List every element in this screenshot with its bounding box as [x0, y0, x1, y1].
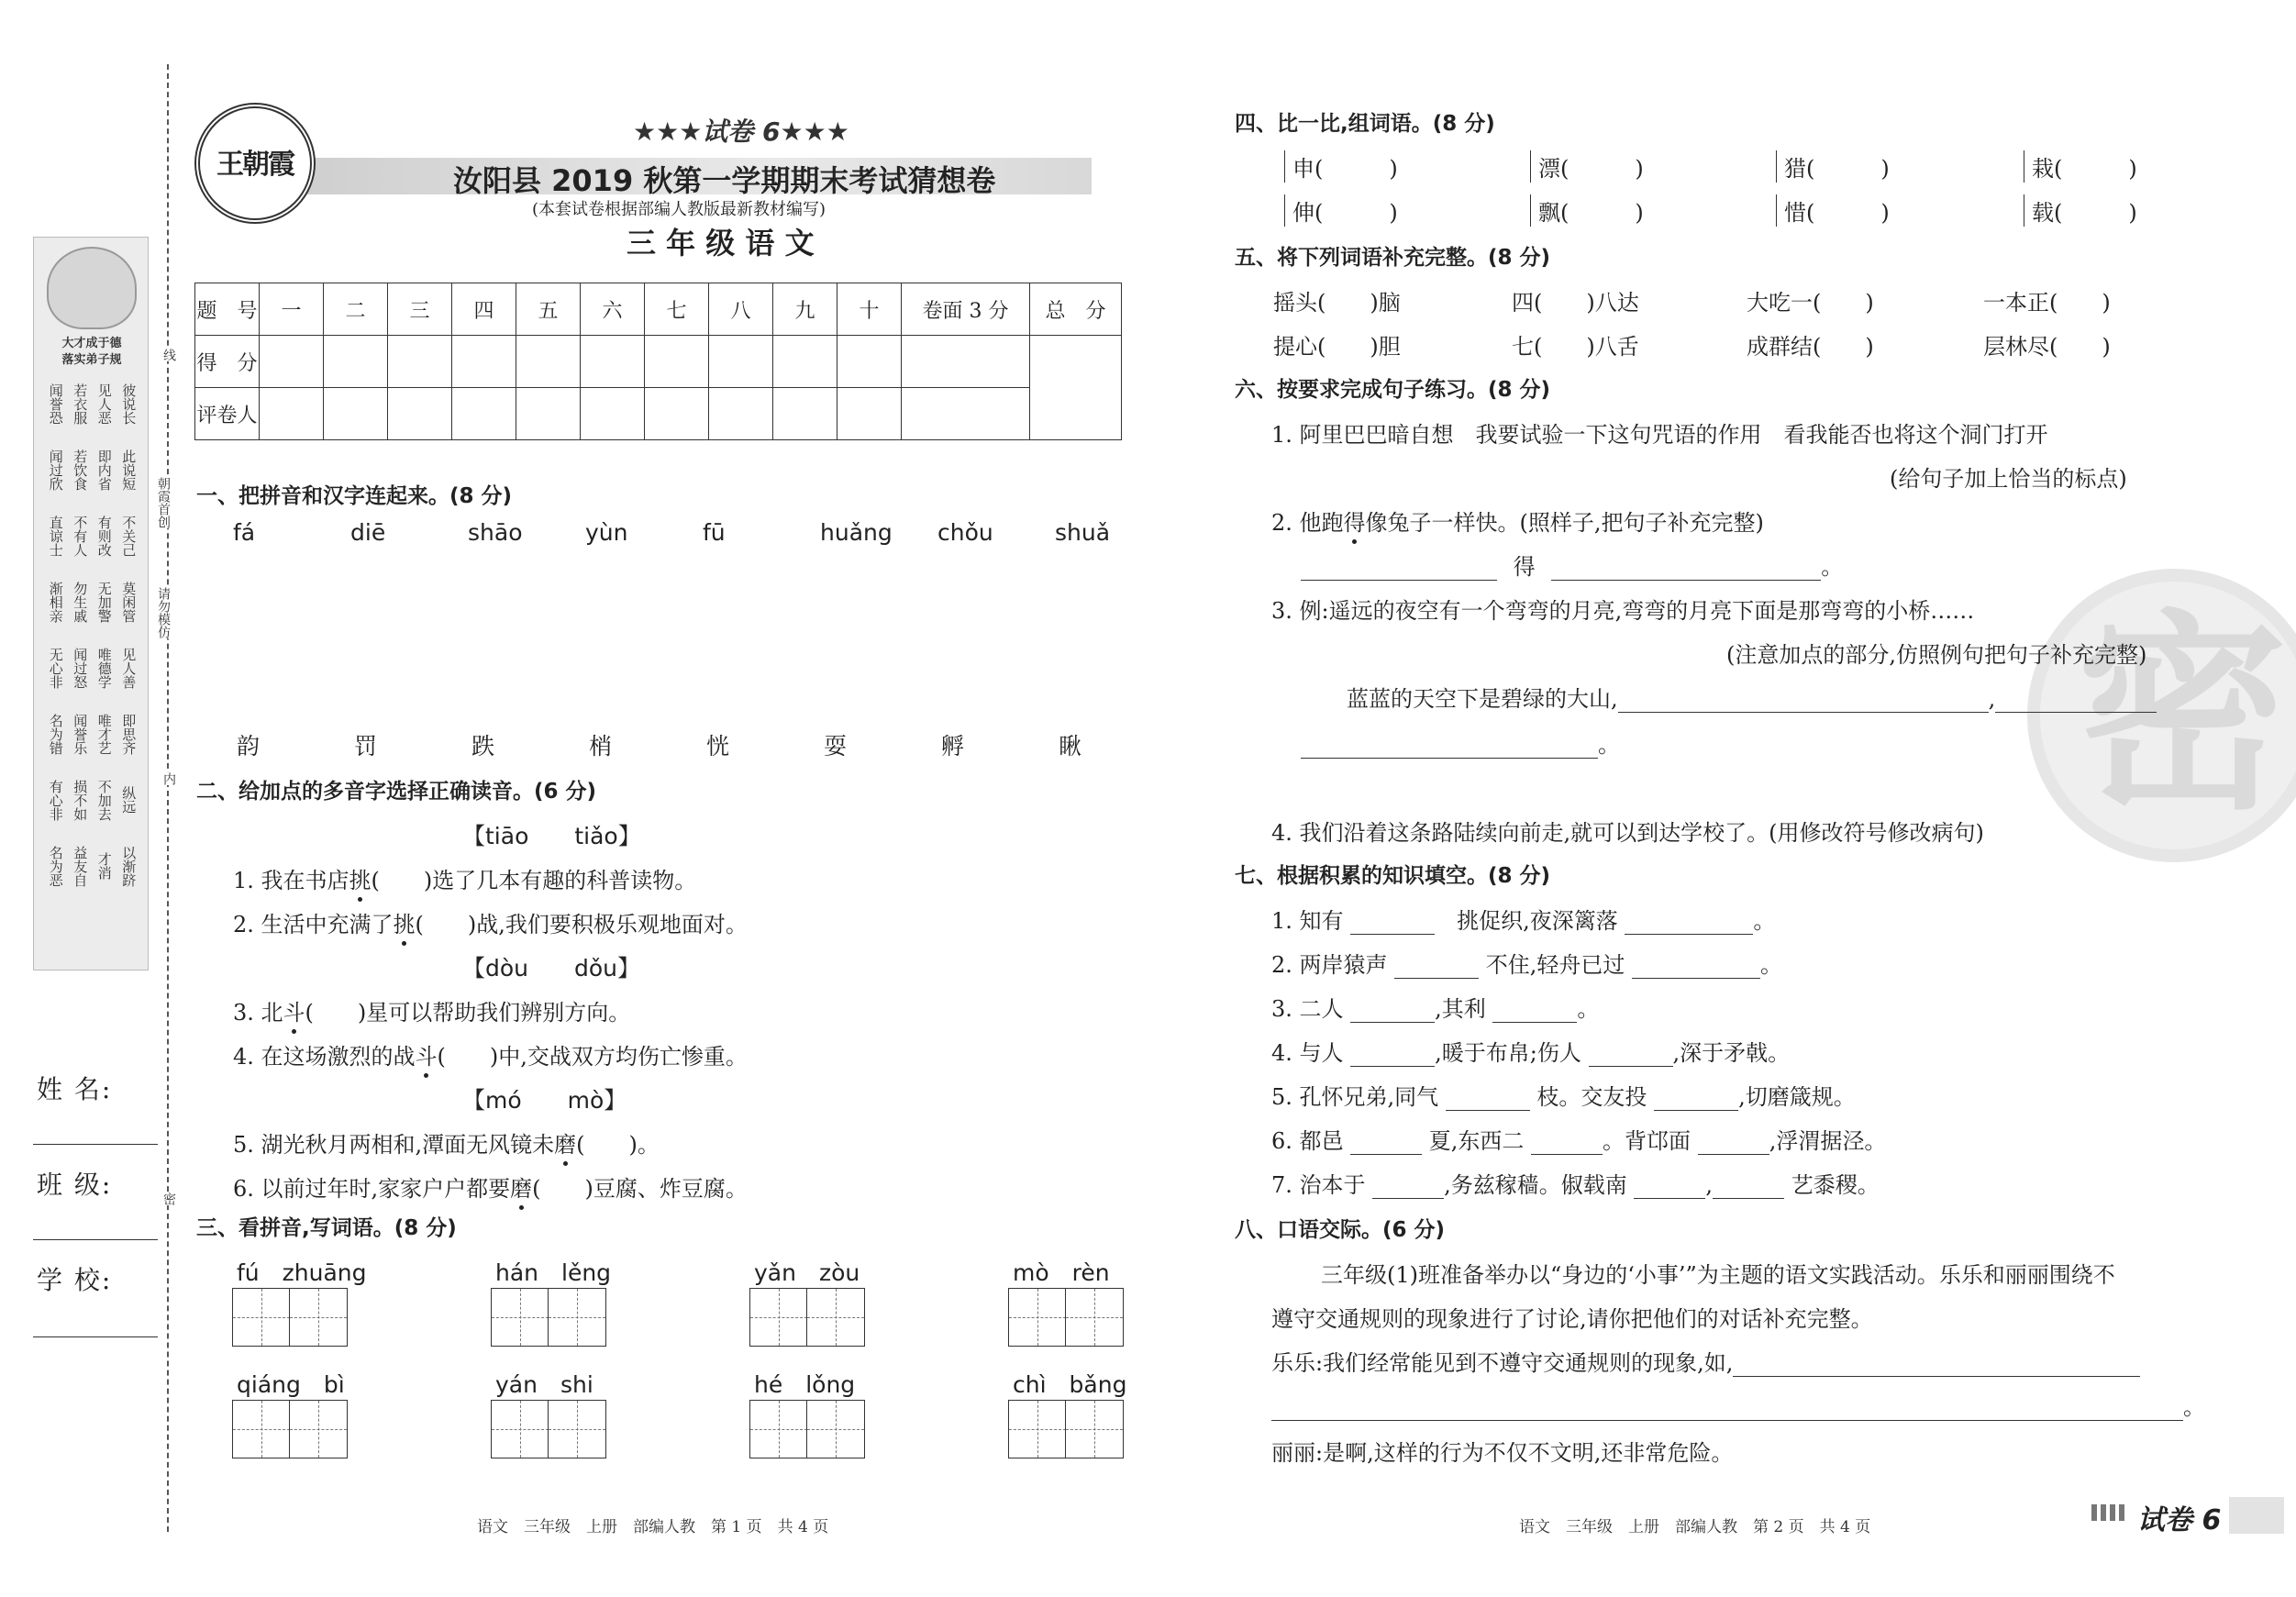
motto-verse: 有心非 [47, 779, 64, 821]
q7-text: 6. 都邑 [1271, 1128, 1351, 1154]
answer-blank[interactable] [1372, 1177, 1444, 1199]
q7-text: 5. 孔怀兄弟,同气 [1271, 1084, 1446, 1110]
q2-dotted-char: 斗 [416, 1038, 438, 1070]
q3-writing-grid[interactable] [233, 1288, 348, 1347]
q4-item: 猎( ) [1776, 150, 1890, 183]
grid-cell[interactable] [232, 1288, 291, 1347]
q7-line [1271, 1079, 1856, 1111]
q6-title: 六、按要求完成句子练习。(8 分) [1235, 378, 1551, 402]
q1-hanzi[interactable]: 跌 [471, 733, 495, 760]
q5-item: 摇头( )脑 [1273, 290, 1401, 316]
q7-line [1271, 1167, 1880, 1199]
score-cell[interactable] [516, 336, 581, 388]
q7-text: 枝。交友投 [1529, 1084, 1655, 1110]
name-field[interactable] [33, 1143, 158, 1145]
q3-title: 三、看拼音,写词语。(8 分) [196, 1216, 457, 1240]
motto-verse: 无心非 [47, 647, 64, 689]
q1-hanzi[interactable]: 耍 [824, 733, 848, 760]
grid-cell[interactable] [1065, 1288, 1124, 1347]
q6-sentence3-answer: 蓝蓝的天空下是碧绿的大山, , [1347, 681, 2157, 713]
motto-verse: 不关己 [120, 515, 138, 557]
q5-item: 一本正( ) [1983, 290, 2111, 316]
q2-item-text: 3. 北 [233, 1000, 283, 1026]
q5-title: 五、将下列词语补充完整。(8 分) [1235, 246, 1551, 270]
score-header-cell: 七 [645, 283, 709, 336]
brand-logo [194, 103, 316, 224]
answer-blank[interactable] [1625, 913, 1753, 935]
answer-blank[interactable] [1446, 1089, 1530, 1111]
answer-blank[interactable] [1271, 1399, 2183, 1421]
q6-s3-lead: 蓝蓝的天空下是碧绿的大山, [1347, 686, 1618, 712]
q8-para2: 遵守交通规则的现象进行了讨论,请你把他们的对话补充完整。 [1271, 1306, 1873, 1332]
q6-sentence4: 4. 我们沿着这条路陆续向前走,就可以到达学校了。(用修改符号修改病句) [1271, 820, 1984, 846]
motto-panel [33, 237, 149, 970]
total-score-cell[interactable] [1030, 336, 1122, 440]
q2-dotted-char: 磨 [510, 1170, 532, 1203]
score-header-cell: 九 [773, 283, 837, 336]
grid-cell[interactable] [289, 1400, 348, 1458]
motto-verse: 即内省 [95, 449, 113, 491]
badge-pattern [2091, 1504, 2128, 1521]
motto-verse: 有则改 [95, 515, 113, 557]
score-header-cell: 三 [388, 283, 452, 336]
q2-item-text: ( )选了几本有趣的科普读物。 [371, 868, 697, 893]
q2-item-text: 1. 我在书店 [233, 868, 349, 893]
score-header-cell: 总 分 [1030, 283, 1122, 336]
seal-watermark-glyph: 密 [2077, 591, 2289, 838]
score-header-cell: 六 [581, 283, 645, 336]
answer-blank[interactable] [1394, 957, 1479, 979]
binding-label-no-copy: 请勿模仿 [156, 587, 171, 638]
q2-item [233, 1170, 748, 1203]
grader-cell[interactable] [645, 388, 709, 440]
answer-blank[interactable] [1589, 1045, 1673, 1067]
q6-sentence2-answer: 得 。 [1301, 549, 1843, 581]
q3-writing-grid[interactable] [233, 1400, 348, 1458]
grader-cell[interactable] [388, 388, 452, 440]
series-label: ★★★试卷 6★★★ [633, 116, 849, 147]
q7-line [1271, 947, 1782, 979]
q2-item-text: 4. 在这场激烈的战 [233, 1044, 416, 1070]
q2-dotted-char: 挑 [394, 906, 416, 938]
q2-options: 【mó mò】 [462, 1087, 627, 1114]
q1-hanzi[interactable]: 瞅 [1059, 733, 1082, 760]
q4-item: 惜( ) [1776, 194, 1890, 227]
grid-cell[interactable] [1065, 1400, 1124, 1458]
score-header-cell: 十 [837, 283, 902, 336]
q2-item-text: ( )战,我们要积极乐观地面对。 [415, 912, 748, 937]
q2-options: 【dòu dǒu】 [462, 955, 641, 981]
motto-verse: 损不如 [72, 779, 89, 821]
q6-s2-dotted: 得 [1344, 505, 1366, 537]
footer-badge: 试卷 6 [2137, 1504, 2222, 1536]
q5-item: 七( )八舌 [1512, 334, 1639, 360]
motto-verse: 若饮食 [72, 449, 89, 491]
q7-text: 不住,轻舟已过 [1479, 952, 1633, 978]
q3-writing-grid[interactable] [1009, 1400, 1124, 1458]
q7-text: ,浮渭据泾。 [1769, 1128, 1887, 1154]
grader-cell[interactable] [260, 388, 324, 440]
motto-verse: 以渐跻 [120, 845, 138, 887]
score-header-cell: 二 [324, 283, 388, 336]
score-row-label: 得 分 [195, 336, 260, 388]
motto-verse: 才消 [95, 852, 113, 880]
motto-verse: 此说短 [120, 449, 138, 491]
motto-verse: 闻过怒 [72, 647, 89, 689]
grader-cell[interactable] [516, 388, 581, 440]
q3-pinyin: fú zhuāng [237, 1259, 367, 1286]
q7-text: ,暖于布帛;伤人 [1435, 1040, 1589, 1066]
q3-writing-grid[interactable] [1009, 1288, 1124, 1347]
motto-verse: 莫闲管 [120, 581, 138, 623]
q3-pinyin: mò rèn [1013, 1259, 1110, 1286]
footer-left: 语文 三年级 上册 部编人教 第 1 页 共 4 页 [477, 1518, 829, 1536]
motto-verse: 无加警 [95, 581, 113, 623]
q8-lele-text: 乐乐:我们经常能见到不遵守交通规则的现象,如, [1271, 1350, 1734, 1376]
grid-cell[interactable] [548, 1400, 606, 1458]
score-cell[interactable] [837, 336, 902, 388]
q2-item-text: 2. 生活中充满了 [233, 912, 394, 937]
q6-s2-part-b: 像兔子一样快。(照样子,把句子补充完整) [1365, 510, 1764, 536]
grid-cell[interactable] [806, 1288, 865, 1347]
scholar-illustration [47, 247, 137, 329]
answer-blank[interactable] [1698, 1133, 1769, 1155]
grid-cell[interactable] [491, 1288, 549, 1347]
class-label: 班 级: [37, 1170, 113, 1200]
q6-sentence1: 1. 阿里巴巴暗自想 我要试验一下这句咒语的作用 看我能否也将这个洞门打开 [1271, 422, 2048, 448]
q7-text: 挑促织,夜深篱落 [1435, 908, 1625, 934]
q4-item: 飘( ) [1530, 194, 1644, 227]
answer-blank[interactable] [1301, 559, 1497, 581]
footer-right: 语文 三年级 上册 部编人教 第 2 页 共 4 页 [1519, 1518, 1871, 1536]
q2-title: 二、给加点的多音字选择正确读音。(6 分) [196, 780, 597, 804]
q2-item-text: 6. 以前过年时,家家户户都要 [233, 1176, 511, 1202]
q1-pinyin[interactable]: yùn [585, 519, 628, 546]
score-header-cell: 八 [709, 283, 773, 336]
q3-writing-grid[interactable] [492, 1400, 606, 1458]
q7-text: , [1705, 1172, 1714, 1198]
motto-verse: 闻誉恐 [47, 383, 64, 425]
score-cell[interactable] [902, 336, 1030, 388]
grid-cell[interactable] [806, 1400, 865, 1458]
q2-item-text: ( )豆腐、炸豆腐。 [532, 1176, 748, 1202]
q7-text: 2. 两岸猿声 [1271, 952, 1395, 978]
q7-text: ,深于矛戟。 [1672, 1040, 1791, 1066]
q4-item: 申( ) [1284, 150, 1398, 183]
q7-title: 七、根据积累的知识填空。(8 分) [1235, 864, 1551, 888]
q7-text: 4. 与人 [1271, 1040, 1351, 1066]
score-cell[interactable] [452, 336, 516, 388]
answer-blank[interactable] [1713, 1177, 1784, 1199]
grader-cell[interactable] [581, 388, 645, 440]
grader-cell[interactable] [452, 388, 516, 440]
q8-lele [1271, 1345, 2140, 1377]
grid-cell[interactable] [749, 1400, 808, 1458]
q6-s2-part-a: 2. 他跑 [1271, 510, 1344, 536]
grader-cell[interactable] [773, 388, 837, 440]
answer-blank[interactable] [1995, 691, 2157, 713]
q1-pinyin[interactable]: shāo [468, 519, 523, 546]
motto-verse: 直谅士 [47, 515, 64, 557]
q7-line [1271, 991, 1599, 1023]
grader-cell[interactable] [324, 388, 388, 440]
q2-item [233, 862, 696, 894]
motto-verse: 渐相亲 [47, 581, 64, 623]
answer-blank[interactable] [1350, 913, 1435, 935]
q6-sentence3: 3. 例:遥远的夜空有一个弯弯的月亮,弯弯的月亮下面是那弯弯的小桥…… [1271, 598, 1975, 624]
q2-item-text: ( )中,交战双方均伤亡惨重。 [437, 1044, 748, 1070]
q8-title: 八、口语交际。(6 分) [1235, 1218, 1446, 1242]
q1-pinyin[interactable]: diē [350, 519, 386, 546]
q2-item-text: 5. 湖光秋月两相和,潭面无风镜未 [233, 1132, 555, 1158]
score-cell[interactable] [645, 336, 709, 388]
q4-item: 载( ) [2024, 194, 2137, 227]
q8-lili: 丽丽:是啊,这样的行为不仅不文明,还非常危险。 [1271, 1440, 1734, 1466]
q4-item: 栽( ) [2024, 150, 2137, 183]
verse-columns [43, 375, 140, 894]
school-label: 学 校: [37, 1265, 113, 1295]
q3-writing-grid[interactable] [492, 1288, 606, 1347]
q7-text: 。 [1753, 908, 1776, 934]
q3-pinyin: yǎn zòu [754, 1259, 860, 1286]
q2-item-text: ( )。 [576, 1132, 660, 1158]
q7-text: 7. 治本于 [1271, 1172, 1373, 1198]
grid-cell[interactable] [749, 1288, 808, 1347]
q6-sentence1-note: (给句子加上恰当的标点) [1890, 466, 2127, 492]
answer-blank[interactable] [1551, 559, 1821, 581]
q3-pinyin: qiáng bì [237, 1371, 345, 1398]
q2-item [233, 906, 748, 938]
grader-cell[interactable] [902, 388, 1030, 440]
q1-hanzi[interactable]: 梢 [589, 733, 613, 760]
q2-item [233, 1126, 660, 1159]
q7-text: ,切磨箴规。 [1738, 1084, 1856, 1110]
q3-pinyin: hé lǒng [754, 1371, 856, 1398]
q2-dotted-char: 磨 [554, 1126, 576, 1159]
q2-item [233, 994, 630, 1026]
score-table-header [195, 283, 1122, 336]
binding-label-copy: 朝霞首创 [156, 477, 171, 528]
q7-line [1271, 1035, 1790, 1067]
q2-item [233, 1038, 748, 1070]
q5-item: 四( )八达 [1512, 290, 1639, 316]
grader-cell[interactable] [837, 388, 902, 440]
q1-pinyin[interactable]: chǒu [937, 519, 993, 546]
score-table [194, 283, 1122, 440]
score-cell[interactable] [709, 336, 773, 388]
q6-sentence3-answer2: 。 [1301, 726, 1620, 759]
score-cell[interactable] [773, 336, 837, 388]
score-header-cell: 四 [452, 283, 516, 336]
score-header-cell: 一 [260, 283, 324, 336]
school-field[interactable] [33, 1336, 158, 1337]
brand-logo-text: 王朝霞 [216, 149, 294, 181]
grid-cell[interactable] [1008, 1400, 1067, 1458]
grader-cell[interactable] [709, 388, 773, 440]
motto-verse: 闻誉乐 [72, 713, 89, 755]
q4-item: 伸( ) [1284, 194, 1398, 227]
q6-s2-mid: 得 [1513, 554, 1536, 580]
score-header-cell: 卷面 3 分 [902, 283, 1030, 336]
score-header-cell: 题 号 [195, 283, 260, 336]
answer-blank[interactable] [1733, 1355, 2140, 1377]
q1-hanzi[interactable]: 恍 [706, 733, 730, 760]
q2-options: 【tiāo tiǎo】 [462, 823, 641, 849]
q7-text: ,务兹稼穑。俶载南 [1444, 1172, 1635, 1198]
motto-verse: 不有人 [72, 515, 89, 557]
motto-verse: 唯才艺 [95, 713, 113, 755]
q5-item: 层林尽( ) [1983, 334, 2111, 360]
grade-subject: 三 年 级 语 文 [627, 226, 815, 261]
q1-hanzi[interactable]: 罚 [354, 733, 378, 760]
grader-row [195, 388, 1122, 440]
name-label: 姓 名: [37, 1074, 113, 1104]
q1-pinyin[interactable]: fá [233, 519, 256, 546]
grid-cell[interactable] [232, 1400, 291, 1458]
grader-row-label: 评卷人 [195, 388, 260, 440]
answer-blank[interactable] [1531, 1133, 1603, 1155]
score-cell[interactable] [324, 336, 388, 388]
q6-sentence3-note: (注意加点的部分,仿照例句把句子补充完整) [1726, 642, 2147, 668]
motto-verse: 闻过欣 [47, 449, 64, 491]
q3-pinyin: chì bǎng [1013, 1371, 1127, 1398]
motto-verse: 名为错 [47, 713, 64, 755]
class-field[interactable] [33, 1238, 158, 1240]
badge-tab [2229, 1497, 2284, 1534]
motto-verse: 不加去 [95, 779, 113, 821]
q5-item: 成群结( ) [1747, 334, 1874, 360]
q4-item: 漂( ) [1530, 150, 1644, 183]
motto-verse: 勿生戚 [72, 581, 89, 623]
motto-verse: 益友自 [72, 845, 89, 887]
grid-cell[interactable] [491, 1400, 549, 1458]
q1-hanzi[interactable]: 孵 [941, 733, 965, 760]
score-cell[interactable] [388, 336, 452, 388]
answer-blank[interactable] [1492, 1001, 1577, 1023]
q1-hanzi[interactable]: 韵 [237, 733, 261, 760]
q7-text: 。背邙面 [1603, 1128, 1698, 1154]
binding-line [167, 64, 169, 1532]
q7-text: ,其利 [1435, 996, 1493, 1022]
seal-watermark [2027, 569, 2296, 862]
binding-label-line: 线 [161, 349, 176, 361]
motto-verse: 唯德学 [95, 647, 113, 689]
answer-blank[interactable] [1632, 957, 1760, 979]
q4-title: 四、比一比,组词语。(8 分) [1235, 112, 1495, 136]
score-header-cell: 五 [516, 283, 581, 336]
q1-title: 一、把拼音和汉字连起来。(8 分) [196, 484, 513, 508]
answer-blank[interactable] [1350, 1045, 1435, 1067]
motto-verse: 纵远 [120, 786, 138, 814]
q7-line [1271, 1123, 1886, 1155]
answer-blank[interactable] [1618, 691, 1989, 713]
slogan-line1: 大才成于德 [61, 337, 122, 350]
slogan-line2: 落实弟子规 [61, 353, 122, 367]
q7-text: 3. 二人 [1271, 996, 1351, 1022]
motto-verse: 见人善 [120, 647, 138, 689]
grid-cell[interactable] [1008, 1288, 1067, 1347]
answer-blank[interactable] [1634, 1177, 1705, 1199]
q3-writing-grid[interactable] [750, 1288, 865, 1347]
q7-text: 艺黍稷。 [1784, 1172, 1880, 1198]
q7-line [1271, 903, 1775, 935]
exam-subtitle: (本套试卷根据部编人教版最新教材编写) [532, 200, 826, 219]
binding-label-inside: 内 [161, 772, 176, 785]
motto-verse: 见人恶 [95, 383, 113, 425]
score-cell[interactable] [581, 336, 645, 388]
q7-text: 。 [1760, 952, 1783, 978]
q3-writing-grid[interactable] [750, 1400, 865, 1458]
answer-blank[interactable] [1654, 1089, 1738, 1111]
q2-dotted-char: 挑 [349, 862, 372, 894]
q8-para1: 三年级(1)班准备举办以“身边的‘小事’”为主题的语文实践活动。乐乐和丽丽围绕不 [1321, 1262, 2115, 1288]
q1-pinyin[interactable]: fū [703, 519, 726, 546]
motto-verse: 彼说长 [120, 383, 138, 425]
grid-cell[interactable] [548, 1288, 606, 1347]
answer-blank[interactable] [1350, 1133, 1422, 1155]
q1-pinyin[interactable]: shuǎ [1055, 519, 1111, 546]
q5-item: 大吃一( ) [1747, 290, 1874, 316]
motto-verse: 名为恶 [47, 845, 64, 887]
q3-pinyin: yán shi [495, 1371, 593, 1398]
binding-label-seal: 密 [161, 1192, 176, 1205]
q6-sentence2 [1271, 505, 1764, 537]
q7-text: 夏,东西二 [1422, 1128, 1532, 1154]
q7-text: 。 [1577, 996, 1600, 1022]
grid-cell[interactable] [289, 1288, 348, 1347]
score-cell[interactable] [260, 336, 324, 388]
q2-dotted-char: 斗 [283, 994, 305, 1026]
q7-text: 1. 知有 [1271, 908, 1351, 934]
motto-verse: 若衣服 [72, 383, 89, 425]
score-row [195, 336, 1122, 388]
q2-item-text: ( )星可以帮助我们辨别方向。 [305, 1000, 631, 1026]
q5-item: 提心( )胆 [1273, 334, 1401, 360]
q1-pinyin[interactable]: huǎng [820, 519, 893, 546]
q8-lele-cont: 。 [1271, 1389, 2205, 1421]
exam-title: 汝阳县 2019 秋第一学期期末考试猜想卷 [453, 163, 996, 198]
answer-blank[interactable] [1350, 1001, 1435, 1023]
motto-verse: 即思齐 [120, 713, 138, 755]
answer-blank[interactable] [1301, 737, 1598, 759]
q3-pinyin: hán lěng [495, 1259, 612, 1286]
